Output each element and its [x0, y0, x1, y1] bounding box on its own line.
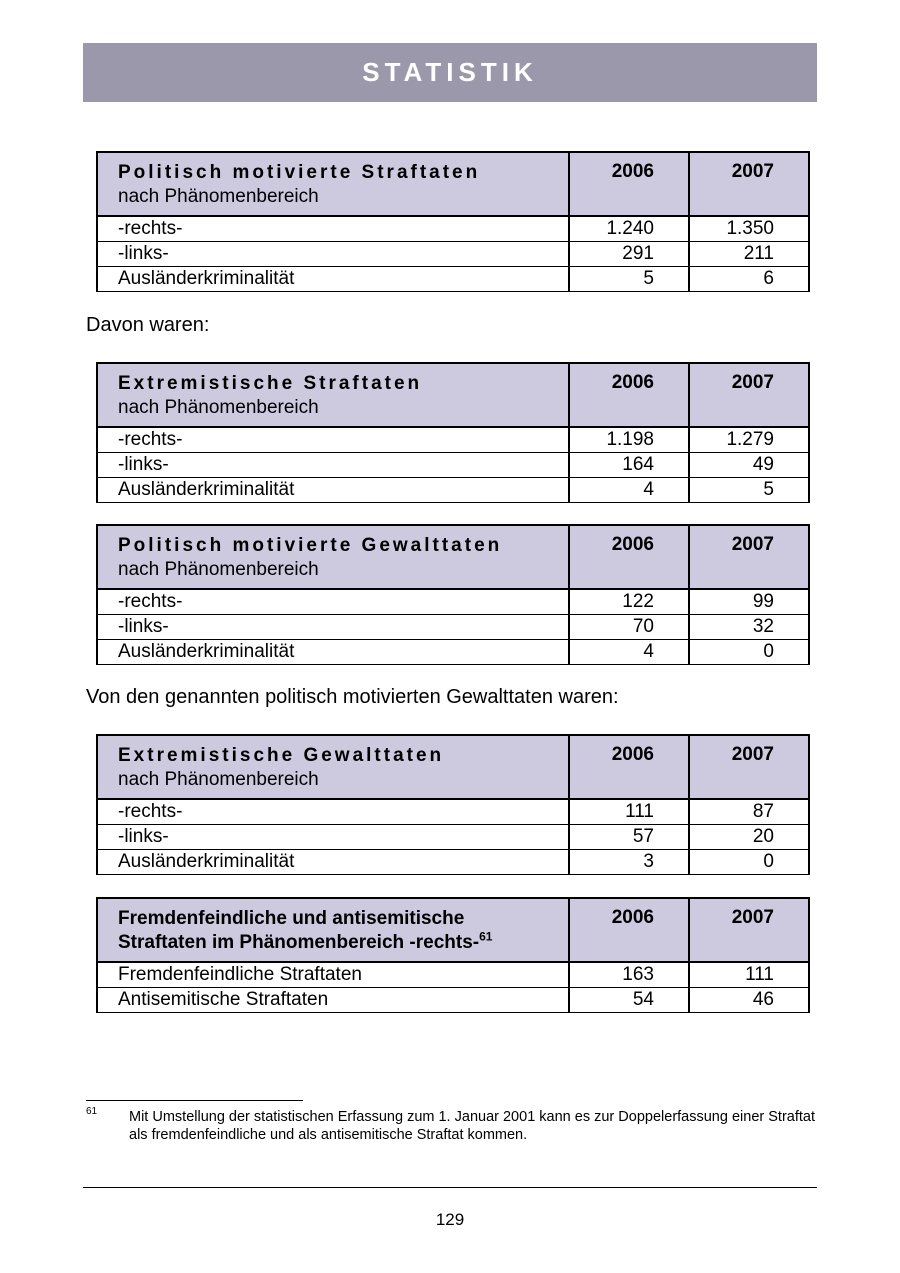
- footnote-text: Mit Umstellung der statistischen Erfassung zum 1. Januar 2001 kann es zur Doppelerfassung einer Straftat als fremdenfeindliche und als antisemitische Straftat kommen.: [129, 1109, 815, 1143]
- table-title-line-2: [118, 931, 568, 955]
- value-2007: 87: [689, 799, 809, 825]
- footnote-reference: 61: [479, 929, 493, 944]
- column-header-2006: 2006: [569, 898, 689, 962]
- value-2007: 0: [689, 640, 809, 665]
- value-2006: 163: [569, 962, 689, 988]
- value-2006: 4: [569, 478, 689, 503]
- value-2006: 1.198: [569, 427, 689, 453]
- row-label: -links-: [97, 453, 569, 478]
- value-2007: 211: [689, 242, 809, 267]
- table-subtitle: nach Phänomenbereich: [118, 186, 319, 207]
- table-extremist-crimes: [96, 362, 810, 503]
- row-label: -links-: [97, 242, 569, 267]
- table-xenophobic-antisemitic-crimes: [96, 897, 810, 1013]
- table-title-cell: [97, 525, 569, 589]
- page-footer-divider: [83, 1187, 817, 1188]
- value-2006: 4: [569, 640, 689, 665]
- column-header-2006: 2006: [569, 363, 689, 427]
- table-header-row: [97, 735, 809, 799]
- value-2007: 0: [689, 850, 809, 875]
- column-header-2007: 2007: [689, 525, 809, 589]
- value-2006: 57: [569, 825, 689, 850]
- table-title-cell: [97, 363, 569, 427]
- column-header-2007: 2007: [689, 152, 809, 216]
- value-2006: 54: [569, 988, 689, 1013]
- table-header-row: [97, 152, 809, 216]
- table-row: [97, 478, 809, 503]
- table-row: [97, 640, 809, 665]
- value-2007: 1.350: [689, 216, 809, 242]
- table-header-row: [97, 898, 809, 962]
- table-header-row: [97, 525, 809, 589]
- row-label: -rechts-: [97, 216, 569, 242]
- column-header-2006: 2006: [569, 735, 689, 799]
- value-2007: 1.279: [689, 427, 809, 453]
- table-row: [97, 242, 809, 267]
- row-label: -rechts-: [97, 799, 569, 825]
- table-title-line-2-text: Straftaten im Phänomenbereich -rechts-: [118, 932, 480, 953]
- table-subtitle: nach Phänomenbereich: [118, 559, 319, 580]
- paragraph-davon-waren: Davon waren:: [86, 314, 210, 336]
- value-2006: 164: [569, 453, 689, 478]
- table-politically-motivated-crimes: [96, 151, 810, 292]
- value-2006: 5: [569, 267, 689, 292]
- value-2006: 70: [569, 615, 689, 640]
- table-title-cell: [97, 898, 569, 962]
- footnote-number: 61: [86, 1106, 98, 1117]
- value-2007: 99: [689, 589, 809, 615]
- value-2007: 111: [689, 962, 809, 988]
- value-2007: 49: [689, 453, 809, 478]
- value-2006: 1.240: [569, 216, 689, 242]
- table-row: [97, 962, 809, 988]
- value-2007: 5: [689, 478, 809, 503]
- table-row: [97, 589, 809, 615]
- table-row: [97, 988, 809, 1013]
- row-label: Fremdenfeindliche Straftaten: [97, 962, 569, 988]
- paragraph-von-den-genannten: Von den genannten politisch motivierten Gewalttaten waren:: [86, 686, 619, 708]
- row-label: Ausländerkriminalität: [97, 640, 569, 665]
- value-2006: 111: [569, 799, 689, 825]
- table-row: [97, 615, 809, 640]
- row-label: -links-: [97, 615, 569, 640]
- row-label: Ausländerkriminalität: [97, 267, 569, 292]
- table-subtitle: nach Phänomenbereich: [118, 397, 319, 418]
- footnote-divider: [86, 1100, 303, 1101]
- row-label: Ausländerkriminalität: [97, 850, 569, 875]
- table-row: [97, 850, 809, 875]
- page-header-banner: [83, 43, 817, 102]
- table-subtitle: nach Phänomenbereich: [118, 769, 319, 790]
- table-row: [97, 453, 809, 478]
- value-2006: 291: [569, 242, 689, 267]
- page-number: 129: [435, 1210, 465, 1229]
- row-label: -rechts-: [97, 427, 569, 453]
- table-title: Politisch motivierte Straftaten: [118, 162, 481, 183]
- column-header-2007: 2007: [689, 898, 809, 962]
- row-label: Antisemitische Straftaten: [97, 988, 569, 1013]
- table-row: [97, 799, 809, 825]
- value-2007: 20: [689, 825, 809, 850]
- row-label: -rechts-: [97, 589, 569, 615]
- row-label: Ausländerkriminalität: [97, 478, 569, 503]
- table-extremist-violent-crimes: [96, 734, 810, 875]
- column-header-2007: 2007: [689, 735, 809, 799]
- table-row: [97, 427, 809, 453]
- table-title: Politisch motivierte Gewalttaten: [118, 535, 503, 556]
- table-title-line-1: Fremdenfeindliche und antisemitische: [118, 908, 465, 929]
- value-2006: 122: [569, 589, 689, 615]
- value-2007: 32: [689, 615, 809, 640]
- value-2007: 46: [689, 988, 809, 1013]
- table-row: [97, 267, 809, 292]
- value-2007: 6: [689, 267, 809, 292]
- table-row: [97, 825, 809, 850]
- column-header-2006: 2006: [569, 525, 689, 589]
- column-header-2007: 2007: [689, 363, 809, 427]
- table-header-row: [97, 363, 809, 427]
- table-row: [97, 216, 809, 242]
- table-title: Extremistische Gewalttaten: [118, 745, 445, 766]
- table-politically-motivated-violent-crimes: [96, 524, 810, 665]
- value-2006: 3: [569, 850, 689, 875]
- row-label: -links-: [97, 825, 569, 850]
- page-header-title: STATISTIK: [362, 57, 538, 87]
- table-title-cell: [97, 735, 569, 799]
- table-title-cell: [97, 152, 569, 216]
- column-header-2006: 2006: [569, 152, 689, 216]
- table-title: Extremistische Straftaten: [118, 373, 423, 394]
